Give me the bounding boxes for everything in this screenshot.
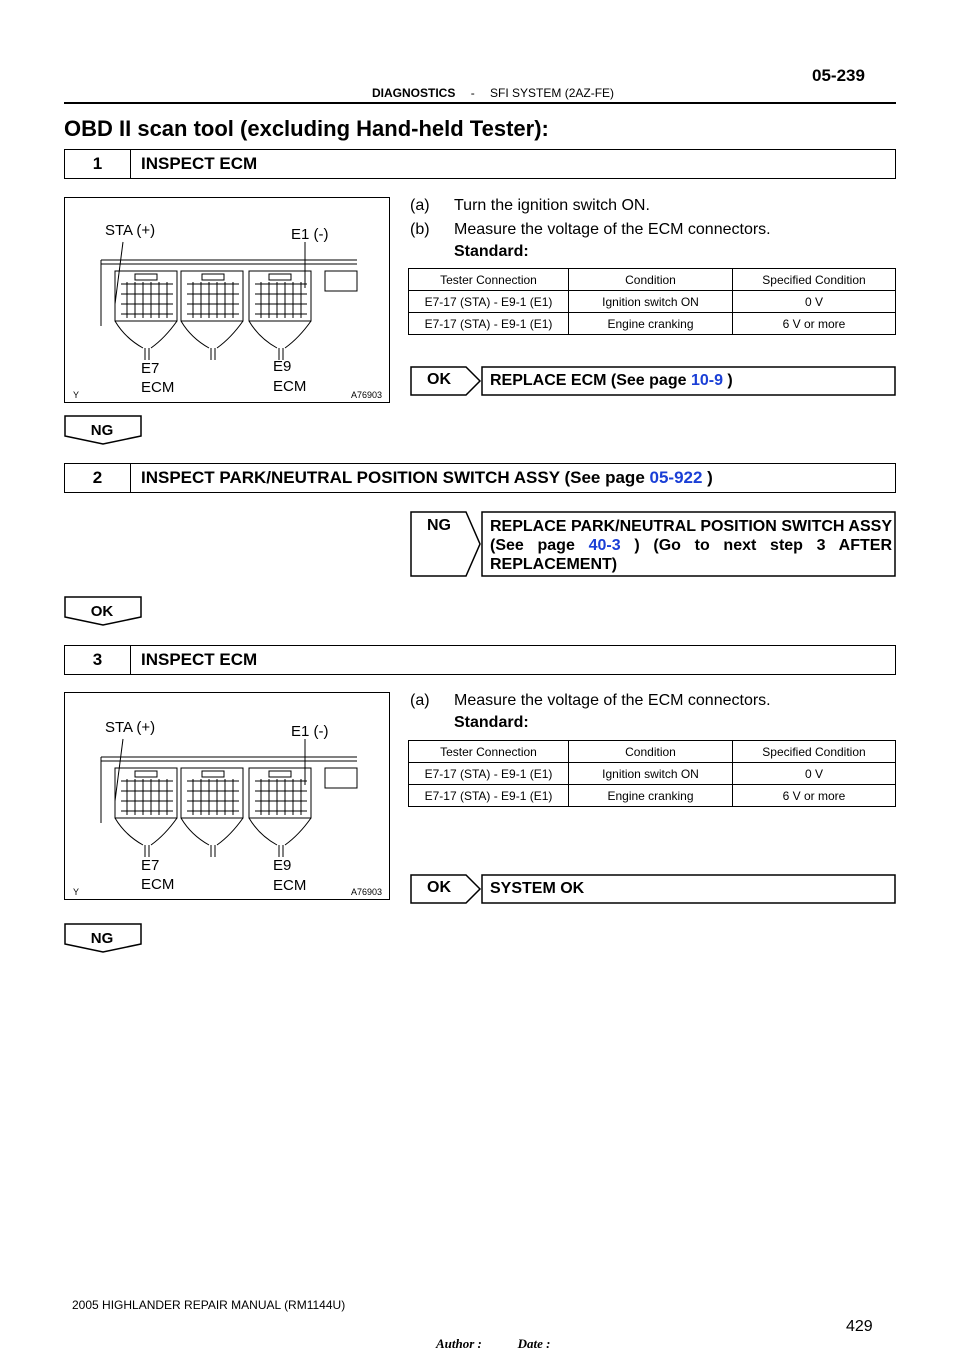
step-1-item-a: (a) Turn the ignition switch ON. — [410, 197, 650, 214]
step-title: INSPECT ECM — [141, 650, 258, 669]
table-row — [409, 313, 896, 335]
section-header — [372, 86, 614, 100]
table-cell: E7-17 (STA) - E9-1 (E1) — [409, 785, 569, 807]
step-3-header — [64, 645, 896, 675]
col-header: Specified Condition — [733, 269, 896, 291]
figure-code: A76903 — [351, 390, 383, 400]
page-link[interactable]: 10-9 — [690, 372, 723, 389]
step-number: 2 — [65, 464, 131, 492]
table-cell: 6 V or more — [733, 313, 896, 335]
figure-code: A76903 — [351, 887, 383, 897]
label-sta-terminal: STA (+) — [105, 222, 156, 239]
table-cell: 6 V or more — [733, 785, 896, 807]
step-number: 3 — [65, 646, 131, 674]
label-e7-ecm: ECM — [141, 876, 175, 893]
standard-label: Standard: — [454, 714, 529, 731]
section-name: DIAGNOSTICS — [372, 86, 456, 100]
page-link[interactable]: 40-3 — [588, 537, 621, 554]
branch-ok-tag: OK — [64, 596, 144, 631]
step-number: 1 — [65, 150, 131, 178]
col-header: Specified Condition — [733, 741, 896, 763]
page-code: 05-239 — [812, 66, 865, 85]
table-cell: E7-17 (STA) - E9-1 (E1) — [409, 313, 569, 335]
figure-corner-mark: Y — [73, 887, 80, 897]
step-2-header — [64, 463, 896, 493]
result-ok-replace-ecm — [410, 366, 896, 396]
table-cell: Ignition switch ON — [569, 763, 733, 785]
table-cell: Engine cranking — [569, 313, 733, 335]
table-row — [409, 291, 896, 313]
table-cell: Engine cranking — [569, 785, 733, 807]
figure-corner-mark: Y — [73, 390, 80, 400]
table-cell: Ignition switch ON — [569, 291, 733, 313]
col-header: Condition — [569, 269, 733, 291]
result-tag: OK — [427, 371, 451, 388]
ecm-connector-figure — [64, 692, 390, 900]
result-message: REPLACE ECM (See page 10-9 ) — [490, 372, 733, 389]
table-row — [409, 763, 896, 785]
result-tag: NG — [427, 517, 451, 534]
footer-author-date: Author : Date : — [436, 1336, 551, 1351]
table-row — [409, 785, 896, 807]
branch-ng-tag: NG — [64, 415, 144, 450]
step-3-item-a: (a) Measure the voltage of the ECM connectors. — [410, 692, 771, 709]
step-title: INSPECT PARK/NEUTRAL POSITION SWITCH ASSY (See page 05-922 ) — [141, 468, 713, 487]
subsection-name: SFI SYSTEM (2AZ-FE) — [490, 86, 615, 100]
col-header: Tester Connection — [409, 741, 569, 763]
header-rule — [64, 102, 896, 104]
table-header-row — [409, 741, 896, 763]
label-sta-terminal: STA (+) — [105, 719, 156, 736]
result-message: REPLACE PARK/NEUTRAL POSITION SWITCH ASSY (See page 40-3 ) (Go to next step 3 AFTER REPLACEMENT) — [490, 518, 893, 573]
page-link[interactable]: 05-922 — [649, 468, 703, 487]
page-title: OBD II scan tool (excluding Hand-held Tester): — [64, 116, 549, 141]
label-e9-connector: E9 — [273, 358, 292, 375]
label-e7-connector: E7 — [141, 360, 160, 377]
label-e9-connector: E9 — [273, 857, 292, 874]
table-cell: 0 V — [733, 291, 896, 313]
step-1-item-b: (b) Measure the voltage of the ECM connectors. — [410, 221, 771, 238]
footer-manual-title: 2005 HIGHLANDER REPAIR MANUAL (RM1144U) — [72, 1298, 346, 1312]
label-e7-ecm: ECM — [141, 379, 175, 396]
branch-ng-tag: NG — [64, 923, 144, 958]
spec-table — [408, 740, 896, 807]
label-e7-connector: E7 — [141, 857, 160, 874]
table-cell: 0 V — [733, 763, 896, 785]
step-title: INSPECT ECM — [141, 154, 258, 173]
ecm-connector-figure — [64, 197, 390, 403]
table-cell: E7-17 (STA) - E9-1 (E1) — [409, 763, 569, 785]
label-e1-terminal: E1 (-) — [291, 723, 329, 740]
label-e9-ecm: ECM — [273, 378, 307, 395]
col-header: Tester Connection — [409, 269, 569, 291]
result-tag: OK — [427, 879, 451, 896]
result-message: SYSTEM OK — [490, 880, 585, 897]
label-e9-ecm: ECM — [273, 877, 307, 894]
spec-table — [408, 268, 896, 335]
result-ok-system-ok — [410, 874, 896, 904]
result-ng-replace-switch — [410, 511, 896, 577]
section-separator: - — [470, 86, 475, 100]
table-cell: E7-17 (STA) - E9-1 (E1) — [409, 291, 569, 313]
col-header: Condition — [569, 741, 733, 763]
standard-label: Standard: — [454, 243, 529, 260]
table-header-row — [409, 269, 896, 291]
footer-page-number: 429 — [846, 1318, 873, 1335]
step-1-header — [64, 149, 896, 179]
label-e1-terminal: E1 (-) — [291, 226, 329, 243]
